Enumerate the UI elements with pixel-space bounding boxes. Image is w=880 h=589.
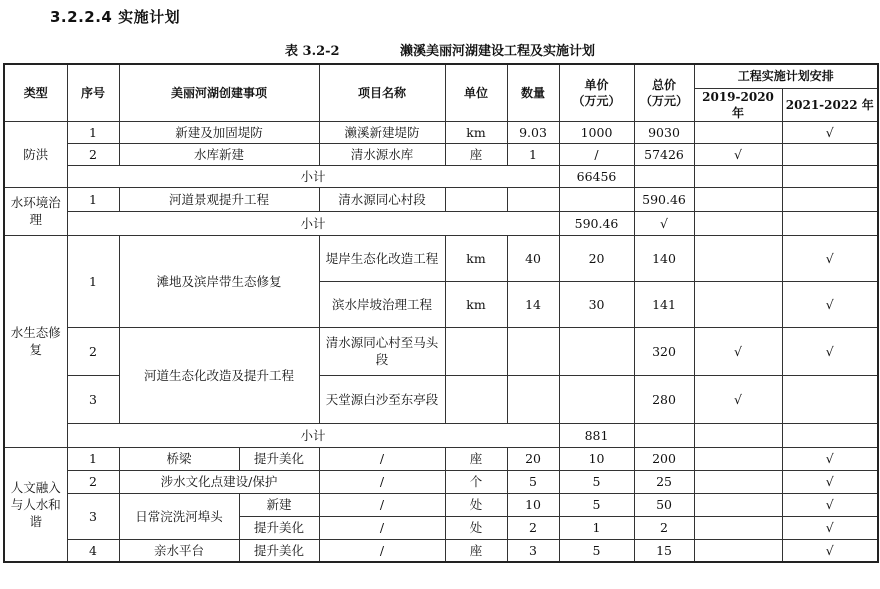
period2-mark bbox=[782, 375, 878, 423]
seq-cell: 3 bbox=[67, 493, 119, 539]
total-cell: 15 bbox=[634, 539, 694, 562]
qty-cell: 40 bbox=[507, 235, 559, 281]
item-cell: 清水源水库 bbox=[319, 143, 445, 165]
header-unit-price-label: 单价 bbox=[584, 77, 609, 92]
seq-cell: 1 bbox=[67, 447, 119, 470]
period2-mark bbox=[694, 423, 782, 447]
unit-cell: km bbox=[445, 281, 507, 327]
subtotal-row bbox=[4, 211, 878, 235]
total-cell: 2 bbox=[634, 516, 694, 539]
seq-cell: 2 bbox=[67, 470, 119, 493]
period1-mark bbox=[694, 470, 782, 493]
section-heading: 3.2.2.4 实施计划 bbox=[50, 8, 181, 26]
total-cell: 9030 bbox=[634, 121, 694, 143]
implementation-plan-table bbox=[3, 63, 879, 563]
unit-cell bbox=[445, 375, 507, 423]
period1-mark bbox=[694, 516, 782, 539]
project-cell: 河道生态化改造及提升工程 bbox=[119, 327, 319, 423]
subproject-cell: 提升美化 bbox=[239, 539, 319, 562]
project-cell: 水库新建 bbox=[119, 143, 319, 165]
unit-cell bbox=[445, 327, 507, 375]
total-cell: 141 bbox=[634, 281, 694, 327]
project-cell: 亲水平台 bbox=[119, 539, 239, 562]
project-cell: 河道景观提升工程 bbox=[119, 187, 319, 211]
period2-mark bbox=[782, 187, 878, 211]
price-cell: 1000 bbox=[559, 121, 634, 143]
period2-mark: √ bbox=[782, 470, 878, 493]
unit-cell: 处 bbox=[445, 516, 507, 539]
seq-cell: 1 bbox=[67, 235, 119, 327]
period2-mark bbox=[694, 211, 782, 235]
unit-cell: km bbox=[445, 121, 507, 143]
item-cell: 堤岸生态化改造工程 bbox=[319, 235, 445, 281]
period1-mark bbox=[694, 493, 782, 516]
seq-cell: 2 bbox=[67, 143, 119, 165]
unit-cell: km bbox=[445, 235, 507, 281]
header-category: 类型 bbox=[4, 64, 67, 121]
period1-mark bbox=[694, 121, 782, 143]
project-cell: 桥梁 bbox=[119, 447, 239, 470]
qty-cell: 9.03 bbox=[507, 121, 559, 143]
header-qty: 数量 bbox=[507, 64, 559, 121]
header-unit-price-unit: （万元） bbox=[572, 93, 621, 108]
period2-mark bbox=[694, 165, 782, 187]
item-cell: / bbox=[319, 516, 445, 539]
seq-cell: 4 bbox=[67, 539, 119, 562]
table-number: 表 3.2-2 bbox=[285, 44, 340, 59]
table-row bbox=[4, 447, 878, 470]
category-cell-culture: 人文融入与人水和谐 bbox=[4, 447, 67, 562]
price-cell: 5 bbox=[559, 470, 634, 493]
subtotal-label: 小计 bbox=[67, 423, 559, 447]
total-cell: 57426 bbox=[634, 143, 694, 165]
qty-cell: 5 bbox=[507, 470, 559, 493]
unit-cell: 座 bbox=[445, 143, 507, 165]
unit-cell: 座 bbox=[445, 539, 507, 562]
project-cell: 新建及加固堤防 bbox=[119, 121, 319, 143]
price-cell bbox=[559, 327, 634, 375]
item-cell: / bbox=[319, 493, 445, 516]
subproject-cell: 提升美化 bbox=[239, 447, 319, 470]
period2-mark bbox=[782, 143, 878, 165]
header-period-2021-2022: 2021-2022 年 bbox=[782, 88, 878, 121]
table-row bbox=[4, 143, 878, 165]
project-cell: 滩地及滨岸带生态修复 bbox=[119, 235, 319, 327]
table-row bbox=[4, 121, 878, 143]
total-cell: 200 bbox=[634, 447, 694, 470]
item-cell: / bbox=[319, 539, 445, 562]
subtotal-total: 66456 bbox=[559, 165, 634, 187]
unit-cell: 个 bbox=[445, 470, 507, 493]
period2-mark: √ bbox=[782, 327, 878, 375]
subproject-cell: 提升美化 bbox=[239, 516, 319, 539]
price-cell: 5 bbox=[559, 493, 634, 516]
table-title: 濑溪美丽河湖建设工程及实施计划 bbox=[400, 44, 596, 59]
total-cell: 320 bbox=[634, 327, 694, 375]
item-cell: 天堂源白沙至东亭段 bbox=[319, 375, 445, 423]
subtotal-total: 590.46 bbox=[559, 211, 634, 235]
header-project: 美丽河湖创建事项 bbox=[119, 64, 319, 121]
period1-mark bbox=[694, 187, 782, 211]
item-cell: 清水源同心村段 bbox=[319, 187, 445, 211]
qty-cell: 14 bbox=[507, 281, 559, 327]
period2-mark: √ bbox=[782, 121, 878, 143]
header-schedule: 工程实施计划安排 bbox=[694, 64, 878, 88]
total-cell: 50 bbox=[634, 493, 694, 516]
period1-mark bbox=[634, 423, 694, 447]
price-cell: 20 bbox=[559, 235, 634, 281]
period1-mark: √ bbox=[634, 211, 694, 235]
table-row bbox=[4, 187, 878, 211]
qty-cell: 1 bbox=[507, 143, 559, 165]
period1-mark bbox=[694, 235, 782, 281]
header-total bbox=[634, 64, 694, 121]
category-cell-flood: 防洪 bbox=[4, 121, 67, 187]
qty-cell: 20 bbox=[507, 447, 559, 470]
header-seq: 序号 bbox=[67, 64, 119, 121]
subtotal-label: 小计 bbox=[67, 165, 559, 187]
project-cell: 涉水文化点建设/保护 bbox=[119, 470, 319, 493]
item-cell: 滨水岸坡治理工程 bbox=[319, 281, 445, 327]
price-cell: 1 bbox=[559, 516, 634, 539]
unit-cell bbox=[445, 187, 507, 211]
period2-mark: √ bbox=[782, 235, 878, 281]
header-period-2019-2020: 2019-2020 年 bbox=[694, 88, 782, 121]
item-cell: / bbox=[319, 470, 445, 493]
header-total-unit: （万元） bbox=[640, 93, 689, 108]
total-cell: 590.46 bbox=[634, 187, 694, 211]
category-cell-eco: 水生态修复 bbox=[4, 235, 67, 447]
price-cell: / bbox=[559, 143, 634, 165]
period1-mark bbox=[694, 447, 782, 470]
header-unit-price bbox=[559, 64, 634, 121]
table-row bbox=[4, 327, 878, 375]
period1-mark: √ bbox=[694, 327, 782, 375]
seq-cell: 3 bbox=[67, 375, 119, 423]
period1-mark: √ bbox=[694, 375, 782, 423]
table-row bbox=[4, 470, 878, 493]
total-cell: 25 bbox=[634, 470, 694, 493]
seq-cell: 2 bbox=[67, 327, 119, 375]
header-unit: 单位 bbox=[445, 64, 507, 121]
period2-mark: √ bbox=[782, 447, 878, 470]
subtotal-row bbox=[4, 423, 878, 447]
seq-cell: 1 bbox=[67, 187, 119, 211]
price-cell bbox=[559, 375, 634, 423]
period2-mark: √ bbox=[782, 493, 878, 516]
subtotal-row bbox=[4, 165, 878, 187]
price-cell bbox=[559, 187, 634, 211]
category-cell-water-env: 水环境治理 bbox=[4, 187, 67, 235]
subtotal-total: 881 bbox=[559, 423, 634, 447]
qty-cell: 10 bbox=[507, 493, 559, 516]
total-cell: 140 bbox=[634, 235, 694, 281]
price-cell: 10 bbox=[559, 447, 634, 470]
subproject-cell: 新建 bbox=[239, 493, 319, 516]
unit-cell: 座 bbox=[445, 447, 507, 470]
period2-mark: √ bbox=[782, 281, 878, 327]
period2-mark: √ bbox=[782, 539, 878, 562]
period1-mark: √ bbox=[694, 143, 782, 165]
item-cell: 清水源同心村至马头段 bbox=[319, 327, 445, 375]
period1-mark bbox=[694, 539, 782, 562]
table-row bbox=[4, 493, 878, 516]
period1-mark bbox=[634, 165, 694, 187]
item-cell: / bbox=[319, 447, 445, 470]
subtotal-label: 小计 bbox=[67, 211, 559, 235]
qty-cell bbox=[507, 375, 559, 423]
qty-cell bbox=[507, 327, 559, 375]
table-row bbox=[4, 235, 878, 281]
header-total-label: 总价 bbox=[652, 77, 677, 92]
period1-mark bbox=[694, 281, 782, 327]
seq-cell: 1 bbox=[67, 121, 119, 143]
price-cell: 5 bbox=[559, 539, 634, 562]
item-cell: 濑溪新建堤防 bbox=[319, 121, 445, 143]
table-row bbox=[4, 539, 878, 562]
period2-mark: √ bbox=[782, 516, 878, 539]
qty-cell: 2 bbox=[507, 516, 559, 539]
unit-cell: 处 bbox=[445, 493, 507, 516]
total-cell: 280 bbox=[634, 375, 694, 423]
qty-cell: 3 bbox=[507, 539, 559, 562]
qty-cell bbox=[507, 187, 559, 211]
header-item-name: 项目名称 bbox=[319, 64, 445, 121]
project-cell: 日常浣洗河埠头 bbox=[119, 493, 239, 539]
price-cell: 30 bbox=[559, 281, 634, 327]
